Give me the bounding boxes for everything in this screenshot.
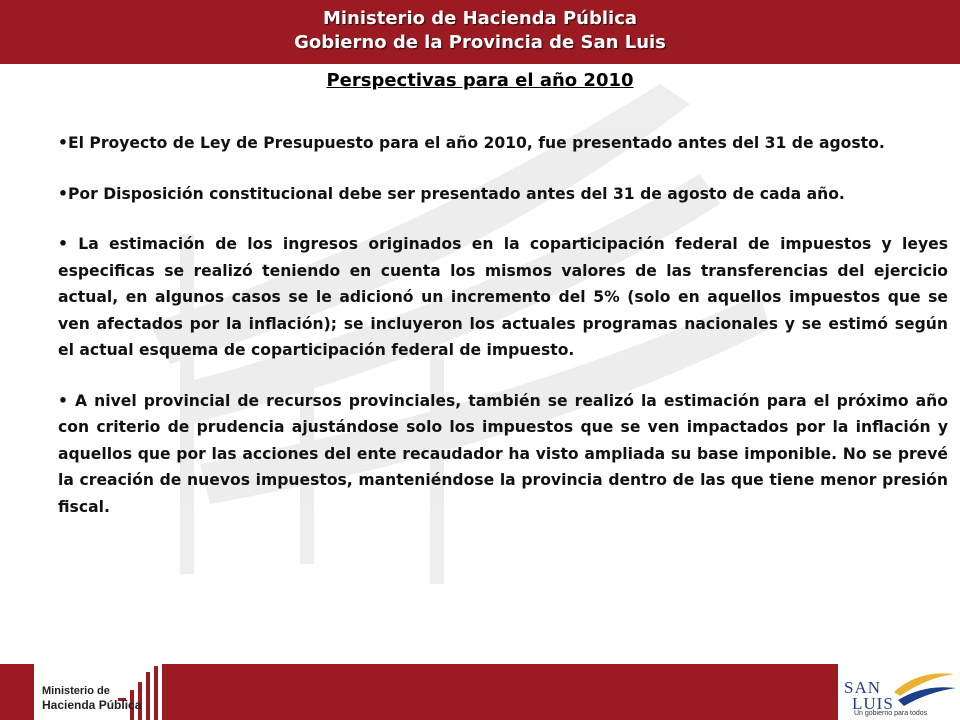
slide-title: Perspectivas para el año 2010 (326, 70, 634, 91)
header-government-title: Gobierno de la Provincia de San Luis (294, 32, 666, 53)
bullet-item: •El Proyecto de Ley de Presupuesto para el año 2010, fue presentado antes del 31 de agosto. (58, 134, 885, 152)
ministry-logo-line2: Hacienda Pública (42, 698, 142, 712)
bullet-item: •Por Disposición constitucional debe ser presentado antes del 31 de agosto de cada año. (58, 184, 845, 203)
san-luis-logo-tagline: Un gobierno para todos (854, 710, 928, 717)
ministry-logo-line1: Ministerio de (42, 685, 110, 697)
bullet-item: • La estimación de los ingresos originados en la coparticipación federal de impuestos y leyes especificas se realizó teniendo en cuenta los mismos valores de las transferencias del ejercicio actual, en algunos casos se le adicionó un incremento del 5% (solo en aquellos impuestos que se ven afectados por la inflación); se incluyeron los actuales programas nacionales y se estimó según el actual esquema de coparticipación federal de impuesto. (58, 235, 948, 359)
header-bar (0, 0, 960, 64)
san-luis-logo-word1: SAN (844, 678, 882, 697)
san-luis-logo (838, 664, 960, 720)
header-ministry-title: Ministerio de Hacienda Pública (322, 8, 638, 29)
san-luis-logo-word2: LUIS (852, 694, 894, 713)
bullet-item: • A nivel provincial de recursos provinciales, también se realizó la estimación para el próximo año con criterio de prudencia ajustándose solo los impuestos que se ven impactados por la inflación y aquellos que por las acciones del ente recaudador ha visto ampliada su base imponible. No se prevé la creación de nuevos impuestos, manteniéndose la provincia dentro de las que tiene menor presión fiscal. (58, 391, 948, 516)
slide-body (58, 130, 948, 544)
ministry-logo (34, 664, 162, 720)
ministry-logo-text (42, 684, 141, 712)
